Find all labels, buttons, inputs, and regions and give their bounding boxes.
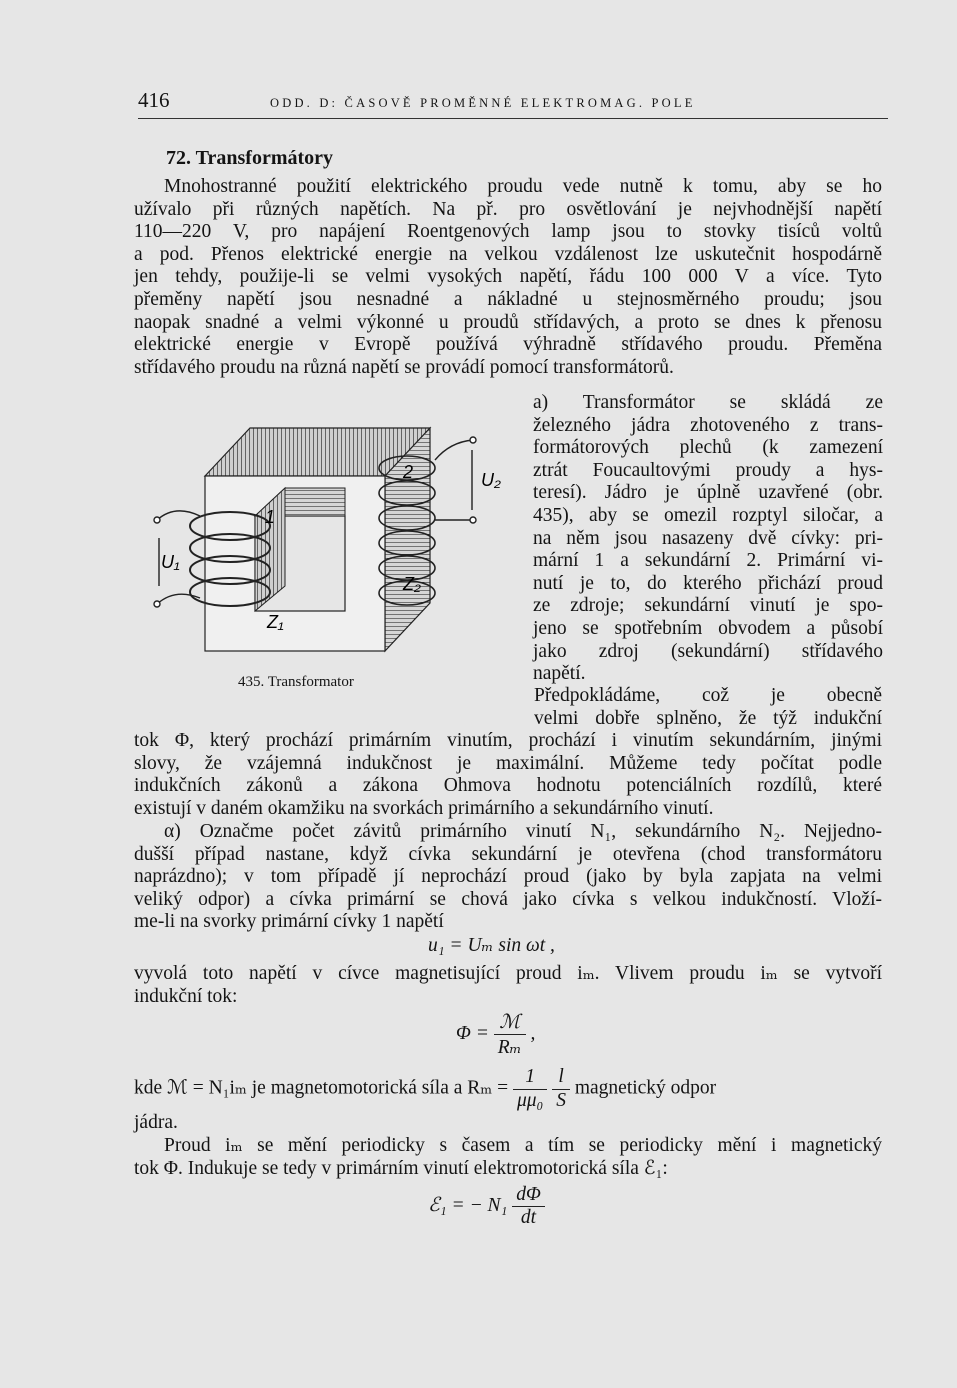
paragraph-emf [134,1135,882,1180]
eq2-tail: , [530,1022,536,1044]
text-line: na něm jsou nasazeny dvě cívky: pri- [533,527,883,549]
text-line: veliký odpor) a cívka primární se chová jako cívka s velkou indukčností. Vloží- [134,888,882,910]
text-line: jeno se spotřebním obvodem a působí [533,617,883,639]
transformer-figure [145,398,515,693]
text-line: a pod. Přenos elektrické energie na velkou vzdálenost lze uskutečnit hospodárně [134,243,882,265]
mmf-text-before: kde ℳ = N₁iₘ je magnetomotorická síla a Rₘ = [134,1077,509,1099]
text-line: mární 1 a sekundární 2. Primární vi- [533,550,883,572]
text-line: teresí). Jádro je úplně uzavřené (obr. [533,482,883,504]
equation-flux [456,1010,535,1059]
text-line: a) Transformátor se skládá ze [533,392,883,413]
text-line: slovy, že vzájemná indukčnost je maximální. Můžeme tedy počítat podle [134,752,882,774]
eq3-numerator: dΦ [512,1184,545,1207]
text-line: dušší případ nastane, když cívka sekundární je otevřena (chod transformátoru [134,843,882,865]
mmf-f2-num: l [552,1066,570,1090]
text-line: 110—220 V, pro napájení Roentgenových lamp jsou to stovky tisíců voltů [134,221,882,243]
text-line: velmi dobře splněno, že týž indukční [534,707,882,729]
page-header [138,88,888,120]
text-line: indukčních zákonů a zákona Ohmova hodnotu potenciálních rozdílů, které [134,775,882,797]
paragraph-current [134,963,882,1008]
mmf-f2-den: S [556,1089,566,1111]
text-line: železného jádra zhotoveného z trans- [533,414,883,436]
equation-voltage: u₁ = Uₘ sin ωt , [428,935,555,956]
z1-label: Z₁ [267,612,284,632]
paragraph-intro [134,176,882,379]
eq3-denominator: dt [520,1207,537,1228]
secondary-leads [435,437,476,523]
text-line: jako zdroj (sekundární) střídavého [533,640,883,662]
text-line: naopak snadné a velmi výkonné u proudů střídavých, a proto se dnes k přenosu [134,311,882,333]
section-title: 72. Transformátory [166,147,334,169]
u2-label: U₂ [481,470,501,490]
text-line: me-li na svorky primární cívky 1 napětí [134,911,444,933]
text-line: naprázdno); v tom případě jí neprochází proud (jako by byla zapjata na velmi [134,866,882,888]
eq2-lhs: Φ = [456,1022,489,1044]
eq2-fraction [494,1010,526,1059]
text-line: napětí. [533,663,586,685]
text-line: vyvolá toto napětí v cívce magnetisující proud iₘ. Vlivem proudu iₘ se vytvoří [134,963,882,984]
text-line: tok Φ, který prochází primárním vinutím, prochází i vinutím sekundárním, jinými [134,730,882,752]
text-line: 435), aby se omezil rozptyl siločar, a [533,504,883,526]
text-line: ze zdroje; sekundární vinutí je spo- [533,595,883,617]
text-line: elektrické energie v Evropě používá výhradně střídavého proudu. Přeměna [134,334,882,356]
mmf-f1-den: μμ₀ [516,1089,544,1111]
text-line: existují v daném okamžiku na svorkách primárního a sekundárního vinutí. [134,797,714,819]
paragraph-alpha [134,821,882,934]
transformer-diagram [145,398,515,693]
page-number: 416 [138,88,170,112]
text-line: střídavého proudu na různá napětí se provádí pomocí transformátorů. [134,356,674,378]
coil1-label: 1 [265,507,276,527]
eq3-lhs: ℰ₁ = − N₁ [428,1194,508,1216]
text-line: formátorových plechů (k zamezení [533,437,883,459]
eq2-denominator: Rₘ [497,1037,522,1058]
text-line: užívalo při různých napětích. Na př. pro osvětlování je nejvhodnější napětí [134,198,882,220]
eq2-numerator: ℳ [494,1010,526,1035]
text-line: Mnohostranné použití elektrického proudu vede nutně k tomu, aby se ho [164,176,882,197]
header-rule [138,118,888,119]
text-line: jen tehdy, použije-li se velmi vysokých napětí, řádu 100 000 V a více. Tyto [134,266,882,288]
coil2-label: 2 [403,462,414,482]
mmf-text-after: magnetický odpor [574,1077,717,1099]
mmf-line2: jádra. [134,1112,178,1134]
running-title: ODD. D: ČASOVĚ PROMĚNNÉ ELEKTROMAG. POLE [270,96,696,110]
paragraph-mmf [134,1066,882,1135]
text-line: tok Φ. Indukuje se tedy v primárním vinutí elektromotorická síla ℰ₁: [134,1157,668,1179]
mmf-fraction-1 [513,1066,547,1112]
text-line: Předpokládáme, což je obecně [534,685,882,706]
text-line: indukční tok: [134,985,238,1007]
u1-label: U₁ [161,552,180,572]
equation-emf [428,1184,545,1229]
text-line: ztrát Foucaultovými proudy a hys- [533,459,883,481]
paragraph-assumption [134,685,882,821]
text-line: nutí je to, do kterého přichází proud [533,572,883,594]
figure-caption: 435. Transformator [238,674,354,690]
mmf-f1-num: 1 [513,1066,547,1090]
eq3-fraction [512,1184,545,1229]
z2-label: Z₂ [403,574,421,594]
mmf-fraction-2 [552,1066,570,1112]
text-line: α) Označme počet závitů primárního vinutí N₁, sekundárního N₂. Nejjedno- [164,821,882,842]
text-line: Proud iₘ se mění periodicky s časem a tím se periodicky mění i magnetický [164,1135,882,1156]
text-line: přeměny napětí jsou nesnadné a nákladné u stejnosměrného proudu; jsou [134,288,882,310]
side-paragraph [533,392,883,686]
